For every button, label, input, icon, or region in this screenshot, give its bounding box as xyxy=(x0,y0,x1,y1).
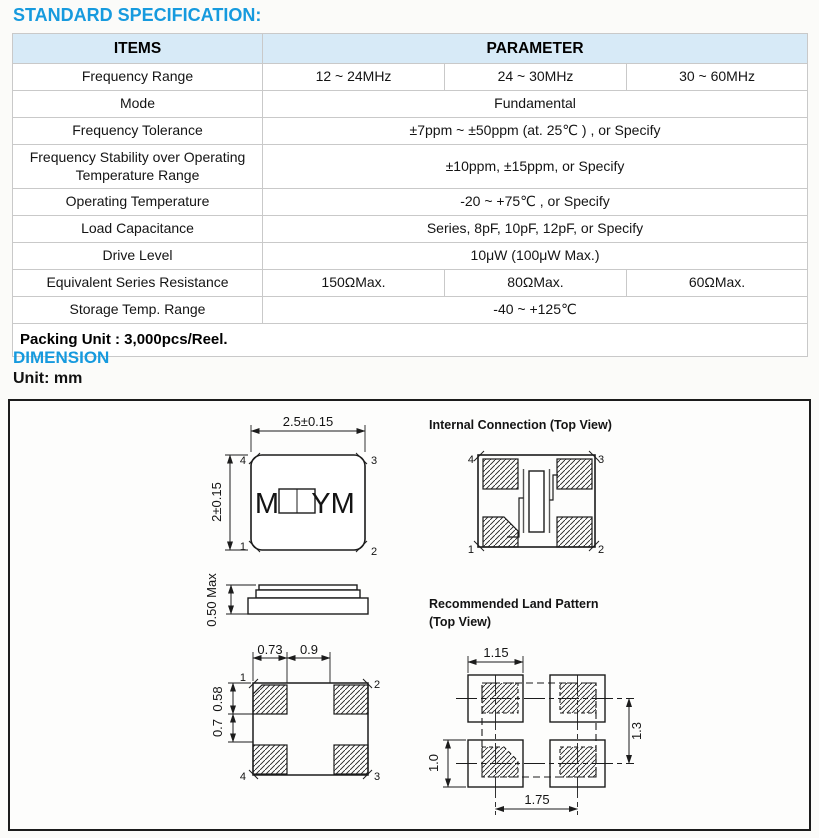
value-cell: ±10ppm, ±15ppm, or Specify xyxy=(263,145,808,189)
pad-hatched xyxy=(483,459,518,489)
item-cell: Frequency Tolerance xyxy=(13,118,263,145)
col-header-items: ITEMS xyxy=(13,34,263,64)
pin-label: 3 xyxy=(598,454,605,466)
specification-table xyxy=(12,33,808,357)
value-cell: 24 ~ 30MHz xyxy=(445,64,627,91)
pin-label: 1 xyxy=(239,672,246,684)
marking-suffix: YM xyxy=(311,488,355,520)
side-height-dim-label: 0.50 Max xyxy=(204,573,219,627)
value-cell: 10μW (100μW Max.) xyxy=(263,243,808,270)
value-cell: 30 ~ 60MHz xyxy=(627,64,808,91)
land-pattern-title-line1: Recommended Land Pattern xyxy=(429,597,599,611)
pad-hatched xyxy=(334,745,368,774)
value-cell: 150ΩMax. xyxy=(263,270,445,297)
component-pad-dashed xyxy=(482,683,518,713)
pin-label: 1 xyxy=(467,544,474,556)
col-header-parameter: PARAMETER xyxy=(263,34,808,64)
internal-connection-title: Internal Connection (Top View) xyxy=(429,418,612,432)
item-cell: Storage Temp. Range xyxy=(13,297,263,324)
horizontal-pitch-dim-label: 1.75 xyxy=(524,792,550,807)
pad-width-dim-label: 1.15 xyxy=(483,645,509,660)
item-cell: Frequency Stability over Operating Temperature Range xyxy=(13,145,263,189)
value-cell: ±7ppm ~ ±50ppm (at. 25℃ ) , or Specify xyxy=(263,118,808,145)
pin-label: 4 xyxy=(467,454,474,466)
spec-row-storage-temp xyxy=(13,297,808,324)
land-pattern-title-line2: (Top View) xyxy=(429,615,492,629)
value-cell: -40 ~ +125℃ xyxy=(263,297,808,324)
land-dim-058: 0.58 xyxy=(210,686,225,712)
spec-row-mode xyxy=(13,91,808,118)
pin-label: 3 xyxy=(374,771,381,783)
value-cell: Fundamental xyxy=(263,91,808,118)
spec-row-drive-level xyxy=(13,243,808,270)
side-lid-top xyxy=(259,585,357,590)
side-lid xyxy=(256,590,360,598)
spec-section-heading: STANDARD SPECIFICATION: xyxy=(13,5,262,25)
spec-row-operating-temperature xyxy=(13,189,808,216)
item-cell: Frequency Range xyxy=(13,64,263,91)
spec-row-frequency-range xyxy=(13,64,808,91)
package-width-dim-label: 2.5±0.15 xyxy=(282,414,334,429)
value-cell: Series, 8pF, 10pF, 12pF, or Specify xyxy=(263,216,808,243)
spec-row-frequency-stability xyxy=(13,145,808,189)
component-pad-dashed xyxy=(560,747,596,777)
pin-label: 4 xyxy=(239,455,246,467)
value-cell: -20 ~ +75℃ , or Specify xyxy=(263,189,808,216)
pad-hatched-pin1 xyxy=(253,685,287,714)
component-pad-dashed-pin1 xyxy=(482,747,518,777)
dimension-drawings-svg xyxy=(10,401,809,829)
package-land-drawing xyxy=(210,642,380,783)
marking-prefix: M xyxy=(254,488,280,520)
unit-note: Unit: mm xyxy=(13,370,83,387)
value-cell: 60ΩMax. xyxy=(627,270,808,297)
spec-row-esr xyxy=(13,270,808,297)
pin-label: 2 xyxy=(598,544,605,556)
land-dim-073: 0.73 xyxy=(257,642,283,657)
side-view-drawing xyxy=(204,573,368,627)
dimension-drawing-box xyxy=(8,399,811,831)
pin-label: 4 xyxy=(239,771,246,783)
spec-row-load-capacitance xyxy=(13,216,808,243)
internal-connection-drawing xyxy=(429,418,612,556)
pin-label: 2 xyxy=(371,546,378,558)
pad-height-dim-label: 1.0 xyxy=(426,753,441,773)
spec-row-frequency-tolerance xyxy=(13,118,808,145)
package-height-dim-label: 2±0.15 xyxy=(209,482,224,522)
spec-row-packing-unit xyxy=(13,324,808,357)
vertical-pitch-dim-label: 1.3 xyxy=(629,721,644,741)
land-dim-07: 0.7 xyxy=(210,718,225,738)
item-cell: Drive Level xyxy=(13,243,263,270)
pad-hatched xyxy=(253,745,287,774)
side-base xyxy=(248,598,368,614)
pad-hatched xyxy=(334,685,368,714)
recommended-land-pattern-drawing xyxy=(426,597,644,815)
pad-hatched xyxy=(557,459,592,489)
item-cell: Equivalent Series Resistance xyxy=(13,270,263,297)
value-cell: 12 ~ 24MHz xyxy=(263,64,445,91)
component-pad-dashed xyxy=(560,683,596,713)
pin-label: 1 xyxy=(239,541,246,553)
item-cell: Mode xyxy=(13,91,263,118)
pad-hatched xyxy=(557,517,592,547)
spec-header-row xyxy=(13,34,808,64)
dimension-section-heading: DIMENSION xyxy=(13,348,110,367)
pin-label: 3 xyxy=(371,455,378,467)
package-top-view-drawing xyxy=(209,414,377,558)
value-cell: 80ΩMax. xyxy=(445,270,627,297)
land-dim-09: 0.9 xyxy=(299,642,319,657)
item-cell: Load Capacitance xyxy=(13,216,263,243)
packing-note: Packing Unit : 3,000pcs/Reel. xyxy=(13,324,808,357)
pin-label: 2 xyxy=(374,679,381,691)
crystal-element xyxy=(529,471,544,532)
item-cell: Operating Temperature xyxy=(13,189,263,216)
pad-hatched-pin1 xyxy=(483,517,518,547)
